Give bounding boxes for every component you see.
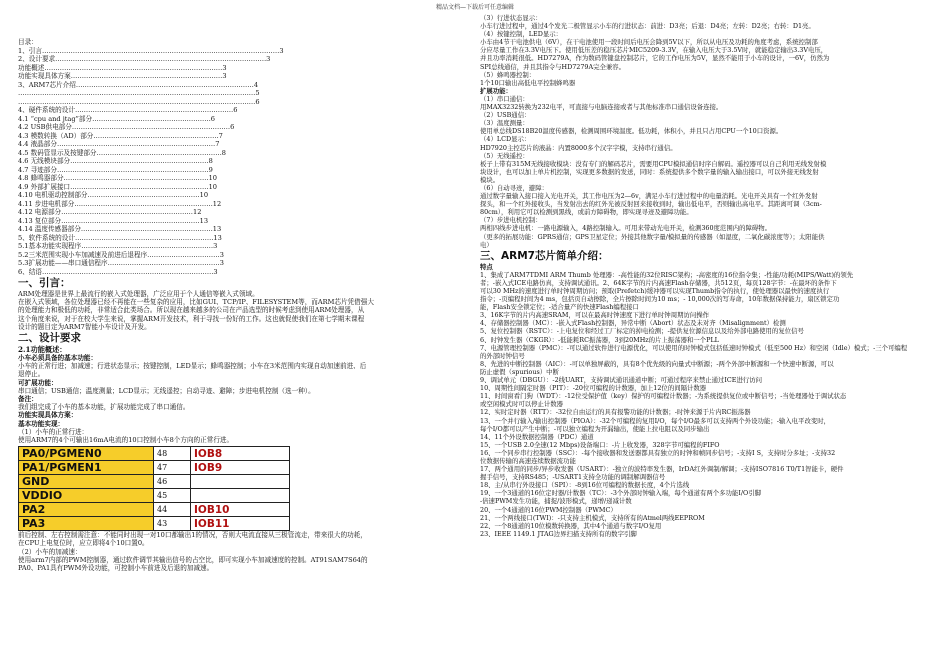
feature-line: 3、16K字节的片内高速SRAM，可以在最高时钟速度下进行单时钟周期访问操作	[480, 311, 710, 320]
feature-line: 16、一个同步串行控制器（SSC）：-每个接收器和发送器都具有独立的时钟和帧同步信号；-支持I S，支持时分多址；-支持32	[480, 448, 836, 457]
feature-line: 7、电源管理控制器（PMC）：-可以通过软件进行电源优化，可以使用的时钟模式包括低速时钟模式（低至500 Hz）和空闲（Idle）模式；-三个可编程	[480, 343, 908, 352]
pin-number: 48	[154, 447, 191, 461]
toc-entry: 1、引言………………………………………………………………………………………………3	[18, 46, 284, 55]
extended-function-text	[18, 387, 470, 395]
pin-name: VDDIO	[19, 489, 154, 503]
toc-entry: 4.14 温度传感器部分……………………………………………………13	[18, 225, 222, 233]
feature-line: 5、复位控制器（RSTC）：-上电复位和经过工厂标定的掉电检测；-提供复位源信息以及给外部电路使用的复位信号	[480, 327, 804, 336]
toc-entry: 功能实现具体方案……………………………………………………………3	[18, 72, 227, 80]
pin-name: PA2	[19, 503, 154, 517]
pin-name: PA0/PGMEN0	[19, 447, 154, 461]
text-line: （6）自动寻迹，避障：	[480, 183, 548, 192]
feature-line: 能，Flash安全锁定位；-适合量产的快速Flash编程接口	[480, 303, 639, 312]
feature-line: 15、一个USB 2.0全速(12 Mbps)设备端口：-片上收发器，328字节可编程的FIFO	[480, 440, 720, 449]
text-line: 小车由4节干电池供电（6V），在干电池使用一段时间后电压会降到5V以下，所以从电压及功耗的角度考虑，系统控制部	[480, 38, 818, 47]
toc-entry: 5.1基本功能实现程序……………………………………………………3	[18, 242, 218, 250]
pin-number: 46	[154, 475, 191, 489]
toc-entry: 4.8 蜂鸣器部分…………………………………………………………10	[18, 174, 218, 182]
table-of-contents	[18, 38, 470, 276]
pin-row	[19, 503, 290, 517]
toc-entry: ………………………………………………………………………………………………6	[18, 97, 260, 106]
text-line: 在CPU上电复位时，应立即将4个10口置0。	[18, 539, 149, 548]
text-line: 80cm），利用它可以检测到黑线，或前方障碍物，即实现寻迹及避障功能。	[480, 208, 693, 217]
pin-row	[19, 447, 290, 461]
toc-entry: 4.11 步进电机部分………………………………………………………12	[18, 199, 222, 208]
text-line: 板子上带有315M无线接收模块：没有专门的解码芯片，需要用CPU模拟通信时序自解码。遥控器可以自己利用无线发射模	[480, 159, 827, 168]
implementation-label: 功能实现具体方案：	[18, 411, 78, 420]
basic-function-label: 小车必须具备的基本功能：	[18, 354, 98, 363]
text-line: 并且功率消耗很低。HD7279A，作为数码管键盘控制芯片，它的工作电压为5V，显然不能用于小车的设计，一6V，仿然为	[480, 54, 830, 63]
pin-name: PA1/PGMEN1	[19, 461, 154, 475]
toc-entry: 4、硬件系统的设计………………………………………………………………6	[18, 106, 238, 114]
feature-line: 22、一个8通道的10位模数转换器，其中4个通道与数字I/O复用	[480, 521, 662, 530]
toc-entry: 功能概述………………………………………………………………………3	[18, 63, 227, 72]
text-line: 分应尽量工作在3.3V电压下。使用低压差的稳压芯片MIC5209-3.3V，在输入电压大于3.5V时，就能稳定输出3.3V电压，	[480, 46, 828, 55]
feature-line: 或空闲模式时可以停止计数器	[480, 400, 564, 409]
pin-number: 47	[154, 461, 191, 475]
pin-signal	[191, 489, 290, 503]
feature-line: 防止虚假（spurious）中断	[480, 367, 559, 376]
intro-line: 的处理能力和极低的功耗，非常适合此类场合。所以现在越来越多的公司在产品选型的时候考虑到使用ARM处理器，从	[18, 306, 365, 315]
toc-entry: 5.3扩展功能——串口通信程序……………………………………………3	[18, 259, 224, 267]
feature-line: 14、11个外设数据控制器（PDC）通道	[480, 432, 594, 441]
toc-entry: 4.3 模数转换（AD）部分…………………………………………………7	[18, 131, 223, 140]
pin-number: 44	[154, 503, 191, 517]
feature-line: 13、一个并行输入/输出控制器（PIOA）：-32个可编程的复用I/O，每个I/O最多可以支持两个外设功能；-输入电平改变时，	[480, 416, 831, 425]
text-line: 使用单总线DS18B20温度传感器，检测周围环境温度。低功耗，体积小，并且只占用CPU一个10口资源。	[480, 127, 783, 136]
toc-entry: 4.1 “cpu and jtag”部分………………………………………………6	[18, 114, 215, 123]
intro-heading: 一、引言：	[18, 277, 71, 289]
text-line: SPI总线通信，并且其指令与HD7279A完全兼容。	[480, 62, 626, 71]
text-line: 1个10口输出高低电平控制蜂鸣器	[480, 78, 576, 87]
text-line: 使用arm7内部的PWM控制器，通过软件调节其输出信号的占空比，即可实现小车加减速度的控制。AT91SAM7S64的	[18, 555, 368, 564]
feature-line: 4、存储器控制器（MC）：-嵌入式Flash控制器，异常中断（Abort）状态及未对齐（Misalignment）检测	[480, 319, 786, 328]
text-line: （1）串口通信：	[480, 94, 529, 103]
toc-entry: 6、结语……………………………………………………………………3	[18, 267, 218, 276]
text-line: （4）按键控制，LED显示：	[480, 30, 563, 39]
intro-text	[18, 290, 470, 331]
text-line: （4）LCD显示：	[480, 135, 531, 144]
text-line: 探头，和一个红外接收头，当发射出去的红外光被反射回来接收到时，输出低电平，否则输出高电平。其距离可调（3cm-	[480, 200, 822, 209]
text-line: 模块。	[480, 175, 500, 184]
toc-entry: 4.2 USB供电部分………………………………………………………………6	[18, 123, 235, 131]
pin-name: GND	[19, 475, 154, 489]
arm7-heading: 三、ARM7芯片简单介绍：	[480, 249, 609, 262]
feature-line: 6、时钟发生器（CKGR）：-低能耗RC振荡器，3到20MHz的片上振荡器和一个PLL	[480, 335, 719, 344]
text-line: （3）温度测量：	[480, 119, 529, 128]
design-heading: 二、设计要求	[18, 332, 81, 345]
feature-line: 17、两个通用的同步/异步收发器（USART）：-独立的波特率发生器，IrDA红外调制/解调；-支持ISO7816 T0/T1智能卡，硬件	[480, 465, 844, 474]
extended-functions-label: 扩展功能：	[480, 86, 512, 95]
toc-entry: 3、ARM7芯片介绍………………………………………………………………………4	[18, 80, 259, 89]
feature-line: 的外部时钟信号	[480, 351, 525, 360]
text-line: 小车的正常行进；加减速；行进状态显示；按键控制，LED显示；蜂鸣器控制；小车在3米范围内实现自动加速前进、后	[18, 362, 367, 371]
toc-entry: 4.12 电源部分……………………………………………………12	[18, 208, 202, 216]
pin-table	[18, 446, 290, 531]
toc-entry: 4.10 电机驱动控制部分……………………………………………10	[18, 191, 209, 199]
pin-signal: IOB9	[191, 461, 290, 475]
pin-signal: IOB8	[191, 447, 290, 461]
text-line: （3）行进状态显示：	[480, 14, 542, 22]
extended-function-label: 可扩展功能：	[18, 378, 58, 387]
right-top-text	[480, 14, 935, 87]
feature-line: 指令；-页编程时间为4 ms，包括页自动擦除，全片擦除时间为10 ms；- 10,000次的写寿命，10年数据保持能力，扇区锁定功	[480, 295, 840, 304]
basic-implementation-label: 基本功能实现：	[18, 419, 65, 428]
toc-entry: 4.4 液晶部分………………………………………………………………7	[18, 140, 220, 148]
feature-line: 位数据传输的高速连续数据流功能	[480, 456, 576, 465]
feature-line: 12、实时定时器（RTT）：-32位自由运行的具有报警功能的计数器；-时钟来源于片内RC振荡器	[480, 408, 751, 417]
toc-lines	[18, 47, 470, 277]
toc-entry: 2、设计要求……………………………………………………………………………………3	[18, 55, 271, 63]
feature-line: 21、一个两线接口(TWI)：-只支持主机模式，支持所有的Atmel两线EEPROM	[480, 513, 705, 522]
right-column	[480, 14, 935, 538]
feature-line: 23、IEEE 1149.1 JTAG边界扫描支持所有的数字引脚	[480, 529, 637, 538]
text-line: PA0、PA1具有PWM外设功能，可控制小车前进及后退的加减速。	[18, 564, 214, 573]
intro-line: 在嵌入式领域，各位处理器已经不再能在一些复杂的应用，比如GUI、TCP/IP、FILESYSTEM等，而ARM芯片凭借强大	[18, 298, 374, 307]
intro-line: ARM处理器是世界上最流行的嵌入式处理器，广泛应用于个人通信等嵌入式领域。	[18, 290, 259, 298]
pin-row	[19, 461, 290, 475]
text-line: （1）小车的正常行进：	[18, 427, 89, 436]
implementation-text	[18, 428, 470, 444]
toc-entry: 4.9 外部扩展接口………………………………………………………10	[18, 182, 218, 191]
feature-line: 20、一个4通道的16位PWM控制器（PWMC）	[480, 505, 617, 514]
text-line: HD7920主控芯片的液晶：内置8000多个汉字字模，支持串行通信。	[480, 143, 677, 152]
toc-entry: 4.6 无线模块部分………………………………………………………8	[18, 157, 213, 165]
feature-line: 11、时间窗看门狗（WDT）：-12位受保护值（key）保护的可编程计数器；-为系统提供复位或中断信号；-当处理器处于调试状态	[480, 392, 847, 401]
text-line: 两相四线步进电机：一路电源输入，4路控制输入。可用来带动光电开关，检测360度范围内的障碍物。	[480, 224, 772, 233]
text-line: 串口通信；USB通信；温度测量；LCD显示；无线遥控；自动寻迹、避障；步进电机控制（选一种）。	[18, 386, 315, 395]
function-overview-heading: 2.1功能概述：	[18, 345, 67, 355]
text-line: 前后控制、左右控制需注意：不能同时出现一对10口都输出1的情况，否则大电流直接从三极管流走，带来很大的功耗，	[18, 531, 367, 540]
feature-line: 19、一个3通道的16位定时器/计数器（TC）：-3个外部时钟输入端，每个通道有两个多功能I/O引脚	[480, 489, 762, 498]
pin-number: 45	[154, 489, 191, 503]
note-text	[18, 403, 470, 411]
text-line: 电）	[480, 240, 493, 249]
toc-entry: 4.7 寻迹部分……………………………………………………………9	[18, 165, 213, 174]
text-line: 通过数字量输入接口接入光电开关，其工作电压为2—6v，满足小车行进过程中的电量消耗。光电开关具有一个红外发射	[480, 192, 818, 201]
toc-title: 目录：	[18, 38, 38, 46]
text-line: （2）USB通信：	[480, 111, 531, 120]
feature-line: 每个I/O都可以产生中断；-可以独立编程为开漏输出，使能上拉电阻以及同步输出	[480, 424, 710, 433]
after-table-text	[18, 531, 470, 572]
text-line: 块设计，也可以加上单片机控制，实现更多数据的发送，同时：系统提供多个数字量的输入输出接口，可以外接无线发射	[480, 167, 819, 176]
intro-line: 这个角度来说，对于在校大学生来说，掌握ARM开发技术，利于寻找一份好的工作。这也就促使我们在第七学期末课程	[18, 314, 365, 323]
toc-entry: 4.5 数码管显示及按键部分…………………………………………………8	[18, 148, 226, 157]
text-line: （5）无线遥控：	[480, 151, 529, 160]
text-line: （更多的拓展功能：GPRS通信；GPS卫星定位；外接其他数字量/模拟量的传感器（如湿度，二氧化碳浓度等）；太阳能供	[480, 232, 825, 241]
pin-number: 43	[154, 517, 191, 531]
basic-function-text	[18, 362, 470, 378]
text-line: 小车行进过程中，通过4个发光二极管显示小车的行进状态：前进：D3亮；后退：D4亮；左转：D2亮；右转：D1亮。	[480, 22, 815, 31]
toc-entry: ………………………………………………………………………………………………5	[18, 89, 260, 97]
text-line: 使用ARM7的4个可输出16mA电流的10口控制小车8个方向的正常行进。	[18, 436, 234, 445]
feature-line: 9、调试单元（DBGU）：-2线UART，支持调试通讯通道中断；可通过程序来禁止通过ICE进行访问	[480, 376, 763, 385]
pin-name: PA3	[19, 517, 154, 531]
text-line: 用MAX3232转换为232电平，可直接与电脑连接或者与其他标准串口通信设备连接。	[480, 103, 723, 112]
pin-signal: IOB10	[191, 503, 290, 517]
toc-entry: 5.2三米范围实现小车加减速及前进后退程序……………………………3	[18, 250, 224, 259]
text-line: 退停止。	[18, 370, 45, 379]
feature-line: 握手信号，支持RS485；-USART1支持全功能的调制解调器信号	[480, 473, 666, 482]
feature-line: 可以30 MHz的速度进行单时钟周期访问；预取(Prefetch)缓冲器可以实现Thumb指令的执行，使处理器以最快的速度执行	[480, 287, 830, 295]
left-column	[18, 38, 470, 572]
feature-line: 8、先进的中断控制器（AIC）：-可以单独屏蔽的，具有8个优先级的向量式中断源；-两个外部中断源和一个快速中断源，可以	[480, 359, 834, 368]
page-header: 精品文档—下载后可任意编辑	[435, 4, 514, 11]
feature-line: 18、主/从串行外设接口（SPI）：-8到16位可编程的数据长度，4个片选线	[480, 481, 690, 490]
pin-signal: IOB11	[191, 517, 290, 531]
pin-row	[19, 475, 290, 489]
extended-functions-text	[480, 95, 935, 249]
note-label: 备注：	[18, 395, 38, 404]
text-line: （5）蜂鸣器控制：	[480, 70, 536, 79]
intro-line: 设计的题目定为ARM7智能小车设计及开发。	[18, 322, 151, 331]
text-line: （2）小车的加减速：	[18, 547, 82, 556]
pin-row	[19, 517, 290, 531]
toc-entry: 4.13 复位部分………………………………………………………13	[18, 216, 209, 225]
text-line: （7）步进电机控制：	[480, 216, 542, 225]
feature-line: 者；-嵌入式ICE电路仿真，支持调试通讯。2、64K字节的片内高速Flash存储器，共512页，每页128字节：-在最坏的条件下	[480, 278, 837, 287]
features-list	[480, 271, 935, 538]
pin-signal	[191, 475, 290, 489]
feature-line: 1、集成了ARM7TDMI ARM Thumb 处理器：-高性能的32位RISC架构；-高密度的16位指令集；-性能/功耗(MIPS/Watt)的领先	[480, 270, 854, 279]
text-line: 我们组完成了小车的基本功能，扩展功能完成了串口通信。	[18, 403, 190, 412]
feature-line: -倍速PWM发生功能，捕捉/波形模式，递增/递减计数	[480, 497, 632, 506]
feature-line: 10、周期性间隔定时器（PIT）：-20位可编程的计数器，加上12位的间隔计数器	[480, 384, 707, 393]
pin-row	[19, 489, 290, 503]
toc-entry: 5、软件系统的设计………………………………………………………13	[18, 233, 222, 242]
features-label: 特点	[480, 262, 493, 271]
